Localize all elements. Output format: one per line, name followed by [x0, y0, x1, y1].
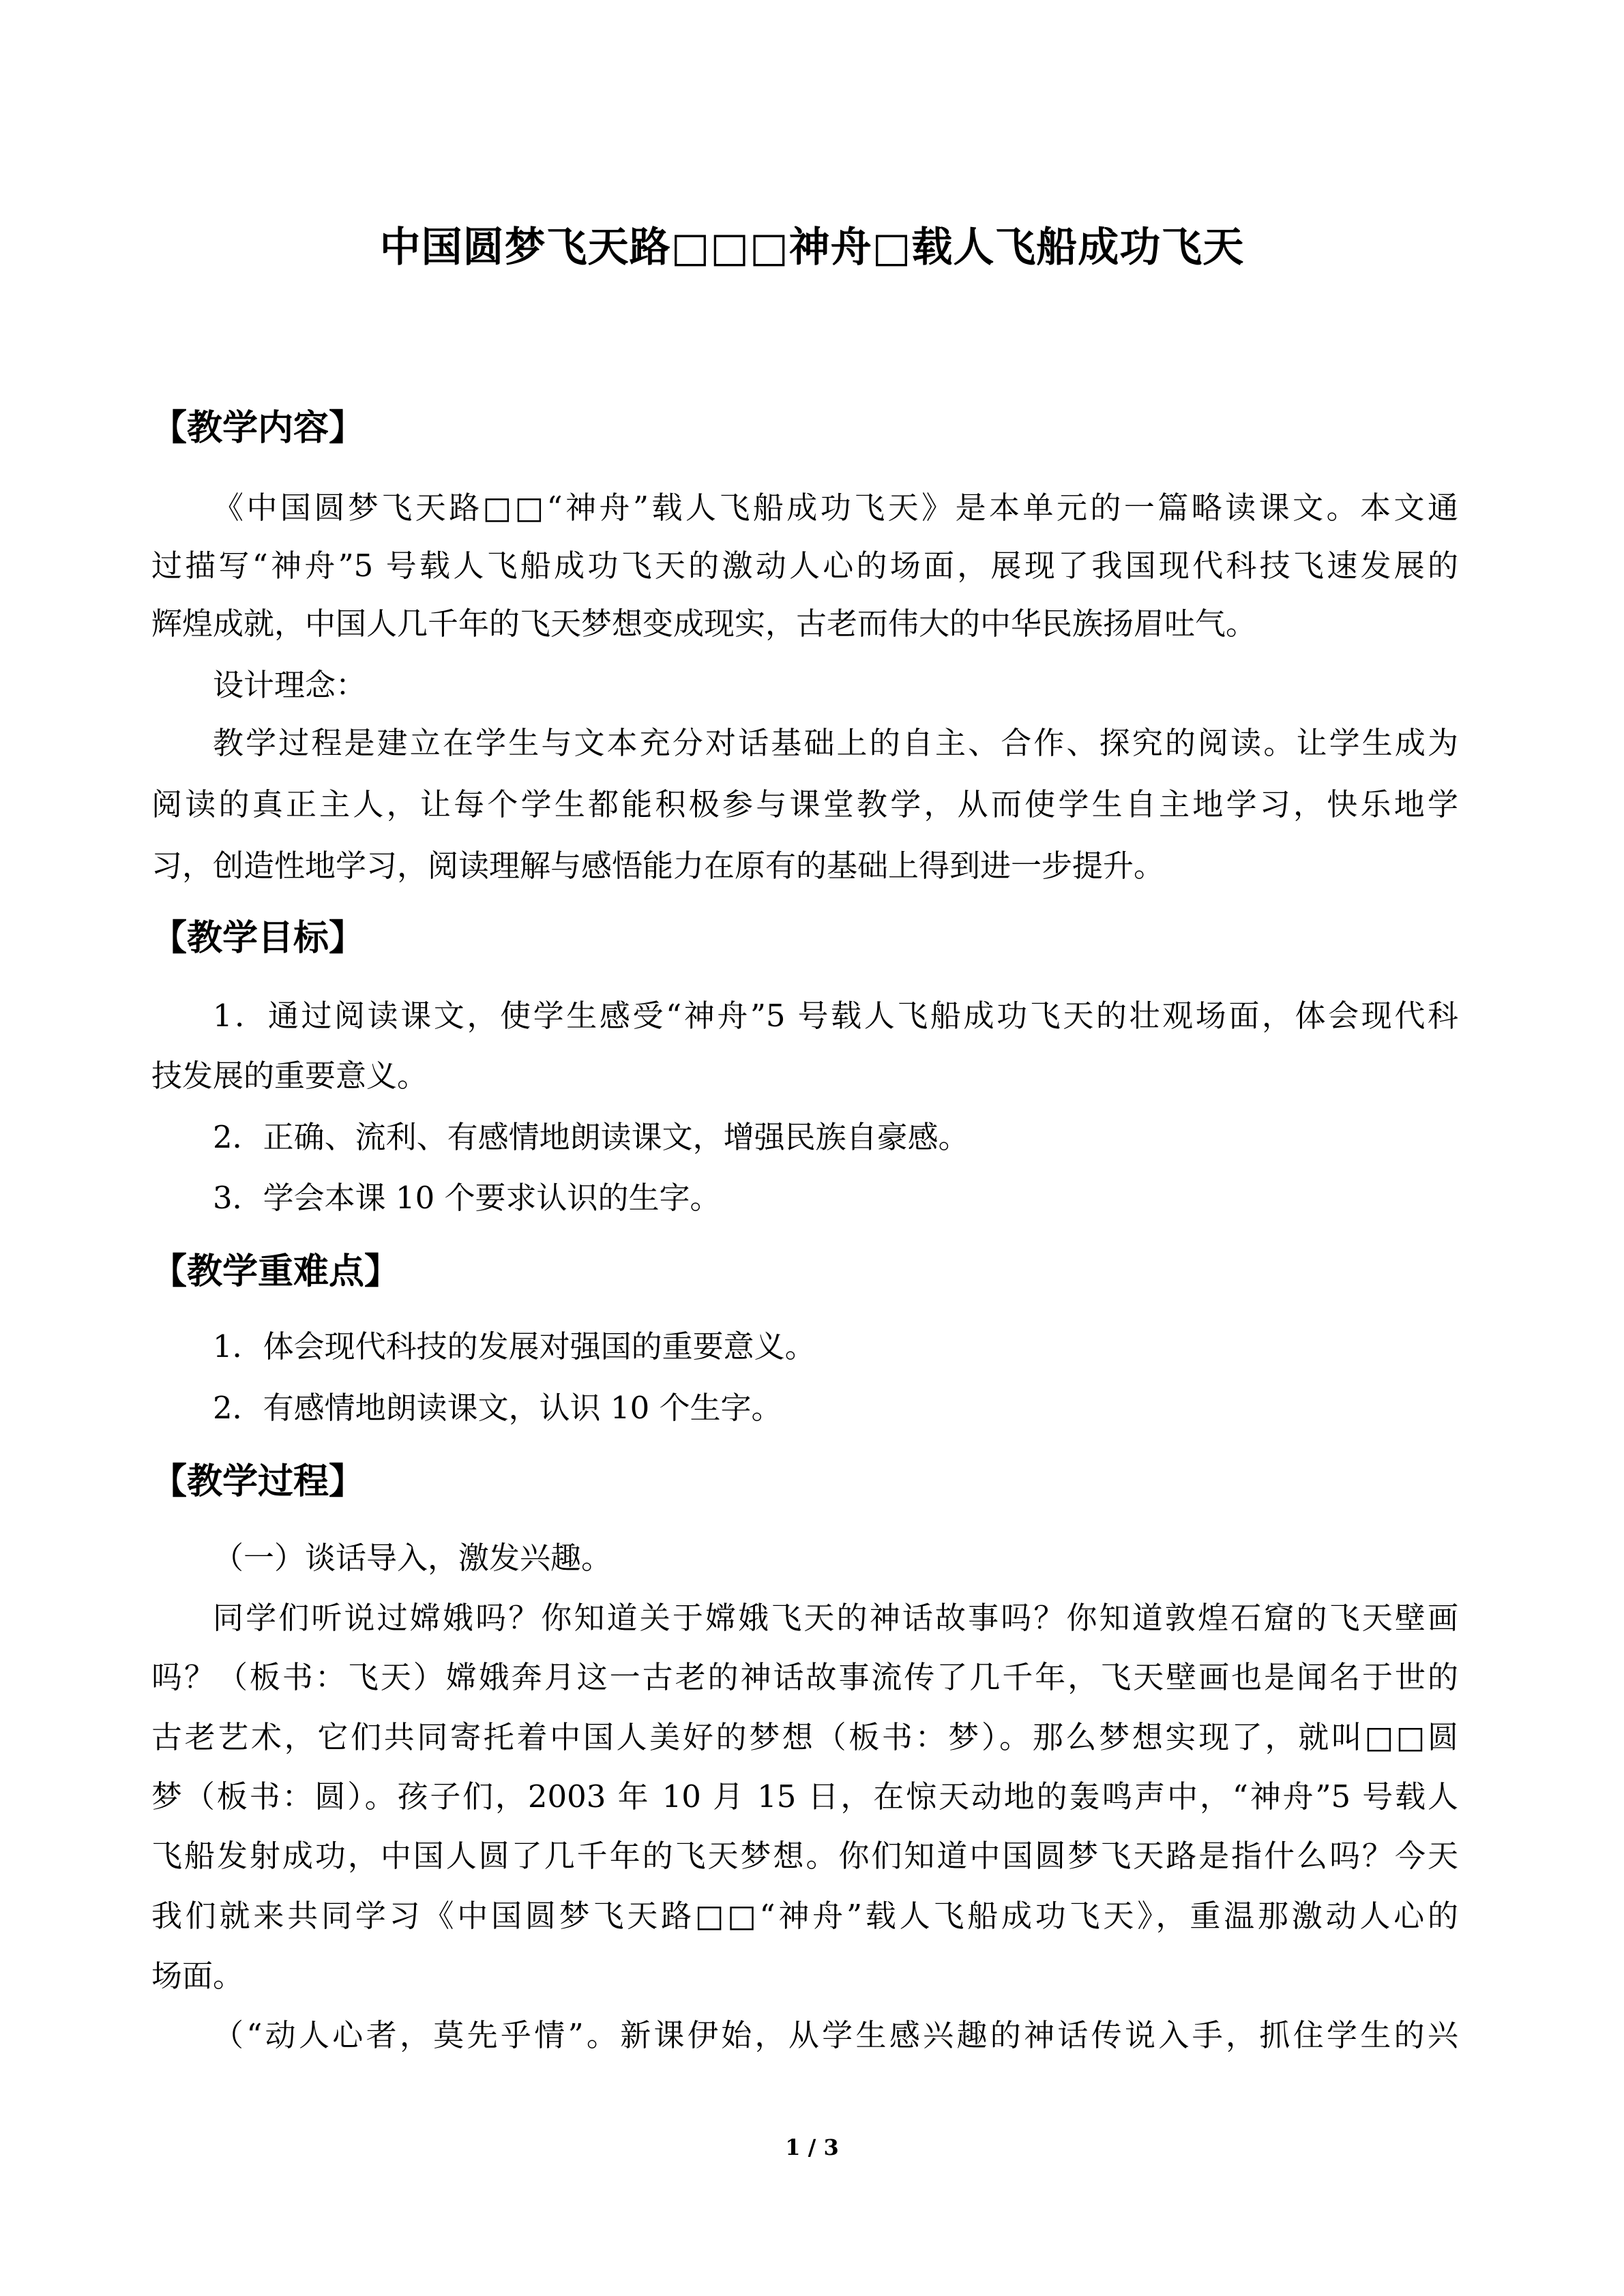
paragraph-line: 阅读的真正主人，让每个学生都能积极参与课堂教学，从而使学生自主地学习，快乐地学	[151, 786, 1458, 822]
paragraph-line: 辉煌成就，中国人几千年的飞天梦想变成现实，古老而伟大的中华民族扬眉吐气。	[151, 606, 1257, 642]
heading-key-difficulties: 【教学重难点】	[151, 1251, 400, 1292]
paragraph-line: 教学过程是建立在学生与文本充分对话基础上的自主、合作、探究的阅读。让学生成为	[213, 725, 1458, 761]
paragraph-line: 过描写“神舟”5 号载人飞船成功飞天的激动人心的场面，展现了我国现代科技飞速发展的	[151, 548, 1458, 584]
heading-teaching-process: 【教学过程】	[151, 1461, 365, 1502]
paragraph-line: 我们就来共同学习《中国圆梦飞天路□□“神舟”载人飞船成功飞天》，重温那激动人心的	[151, 1898, 1458, 1934]
paragraph-line: 《中国圆梦飞天路□□“神舟”载人飞船成功飞天》是本单元的一篇略读课文。本文通	[213, 490, 1458, 526]
paragraph-line: 同学们听说过嫦娥吗？你知道关于嫦娥飞天的神话故事吗？你知道敦煌石窟的飞天壁画	[213, 1600, 1458, 1636]
page-title: 中国圆梦飞天路□□□神舟□载人飞船成功飞天	[379, 224, 1245, 271]
paragraph-line: 习，创造性地学习，阅读理解与感悟能力在原有的基础上得到进一步提升。	[151, 848, 1165, 884]
heading-teaching-goals: 【教学目标】	[151, 918, 365, 959]
heading-teaching-content: 【教学内容】	[151, 408, 365, 449]
paragraph-line: 1．体会现代科技的发展对强国的重要意义。	[213, 1328, 816, 1365]
page-number: 1 / 3	[785, 2134, 839, 2160]
paragraph-line: 技发展的重要意义。	[151, 1058, 428, 1094]
paragraph-line: （“动人心者，莫先乎情”。新课伊始，从学生感兴趣的神话传说入手，抓住学生的兴	[213, 2017, 1458, 2053]
paragraph-line: 古老艺术，它们共同寄托着中国人美好的梦想（板书：梦）。那么梦想实现了，就叫□□圆	[151, 1719, 1458, 1755]
paragraph-line: 1．通过阅读课文，使学生感受“神舟”5 号载人飞船成功飞天的壮观场面，体会现代科	[213, 998, 1458, 1034]
paragraph-line: 设计理念：	[213, 667, 367, 703]
paragraph-line: 吗？（板书：飞天）嫦娥奔月这一古老的神话故事流传了几千年，飞天壁画也是闻名于世的	[151, 1659, 1458, 1695]
paragraph-line: 2．有感情地朗读课文，认识 10 个生字。	[213, 1390, 782, 1426]
paragraph-line: 2．正确、流利、有感情地朗读课文，增强民族自豪感。	[213, 1119, 969, 1155]
paragraph-line: 场面。	[151, 1958, 244, 1994]
paragraph-line: 3．学会本课 10 个要求认识的生字。	[213, 1180, 721, 1216]
paragraph-line: （一）谈话导入，激发兴趣。	[213, 1540, 612, 1576]
paragraph-line: 梦（板书：圆）。孩子们，2003 年 10 月 15 日，在惊天动地的轰鸣声中，“神舟”5 号载人	[151, 1778, 1458, 1815]
paragraph-line: 飞船发射成功，中国人圆了几千年的飞天梦想。你们知道中国圆梦飞天路是指什么吗？今天	[151, 1838, 1458, 1874]
